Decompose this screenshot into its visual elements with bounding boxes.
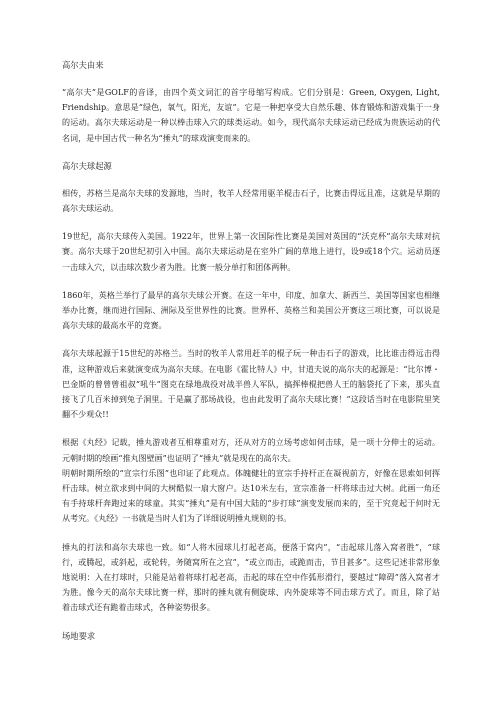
heading-origin: 高尔夫由来 [62, 60, 104, 70]
paragraph-15th-century: 高尔夫球起源于15世纪的苏格兰。当时的牧羊人常用赶羊的棍子玩一种击石子的游戏，比比谁击得远击得准，这种游戏后来就演变成为高尔夫球。在电影《霍比特人》中，甘道夫说的高尔夫的起源是：“比尔博・巴金斯的曾曾曾祖叔“吼牛”图克在绿地战役对战半兽人军队，搞挥棒棍把兽人王的脑袋托了下来，那头直接飞了几百米掉到兔子洞里。于是赢了那场战役，也由此发明了高尔夫球比赛！”这段话当时在电影院里笑翻不少观众!! [62, 349, 440, 420]
document-page [62, 58, 440, 643]
heading-golf-origin: 高尔夫球起源 [62, 160, 112, 171]
paragraph-ming-dynasty: 明朝时期所绘的“宣宗行乐图”也印证了此观点。体魄健壮的宣宗手持杆正在凝视前方，好像在思索如何挥杆击球。树立欲求到中间的大树酷似一扇大窗户。达10米左右，宣宗准备一杆将球击过大树。此画一角还有手持球杆奔跑过来的球童。其实“捶丸”是有中国大陆的“步打球”演变发展而来的，至于究竟起于何时无从考究。《丸经》一书就是当时人们为了详细说明捶丸规则的书。 [62, 468, 440, 524]
paragraph-chuiwan-play: 捶丸的打法和高尔夫球也一致。如“人将木园球儿打起老高，便落于窝内”，“击起球儿落入窝者胜”，“球行，或腾起，或斜起，或轮转，务随窝所在之宜”，“或立而击，或跪而击，节目甚多”。这些记述非常形象地说明：入在打球时，只能是站着将球打起老高，击起的球在空中作弧形滑行，要越过“障碍”落入窝者才为胜。像今天的高尔夫球比赛一样，那时的捶丸就有侧旋球、内外旋球等不同击球方式了。而且，除了站着击球式还有跪着击球式，各种姿势很多。 [62, 542, 440, 613]
paragraph-wanjing: 根据《丸经》记载，捶丸游戏者互相尊重对方，还从对方的立场考虑如何击球，是一项十分伸士的运动。元朝时期的绘画“推丸图壁画”也证明了“捶丸”就是现在的高尔夫。 [62, 438, 440, 463]
heading-venue-requirements: 场地要求 [62, 630, 96, 641]
paragraph-1860: 1860年，英格兰举行了最早的高尔夫球公开赛。在这一年中，印度、加拿大、新西兰、美国等国家也相继举办比赛，继而进行国际、洲际及至世界性的比赛。世界杯、英格兰和美国公开赛这三项比赛，可以说是高尔夫球的最高水平的竞赛。 [62, 290, 440, 331]
paragraph-scotland: 相传，苏格兰是高尔夫球的发源地，当时，牧羊人经常用驱羊棍击石子，比赛击得远且准，这就是早期的高尔夫球运动。 [62, 188, 440, 214]
paragraph-19th-century: 19世纪，高尔夫球传入美国。1922年，世界上第一次国际性比赛是美国对英国的“沃克杯”高尔夫球对抗赛。高尔夫球于20世纪初引入中国。高尔夫球运动是在室外广阔的草地上进行，设9或18个穴。运动员逐一击球入穴，以击球次数少者为胜。比赛一般分单打和团体两种。 [62, 232, 440, 272]
paragraph-golf-meaning: “高尔夫”是GOLF的音译，由四个英文词汇的首字母缩写构成。它们分别是：Green, Oxygen, Light, Friendship。意思是“绿色，氧气，阳光，友谊”。它是一种把享受大自然乐趣、体育锻炼和游戏集于一身的运动。高尔夫球运动是一种以棒击球入穴的球类运动。如今，现代高尔夫球运动已经成为贵族运动的代名词，是中国古代一种名为“捶丸”的球戏演变而来的。 [62, 88, 440, 143]
